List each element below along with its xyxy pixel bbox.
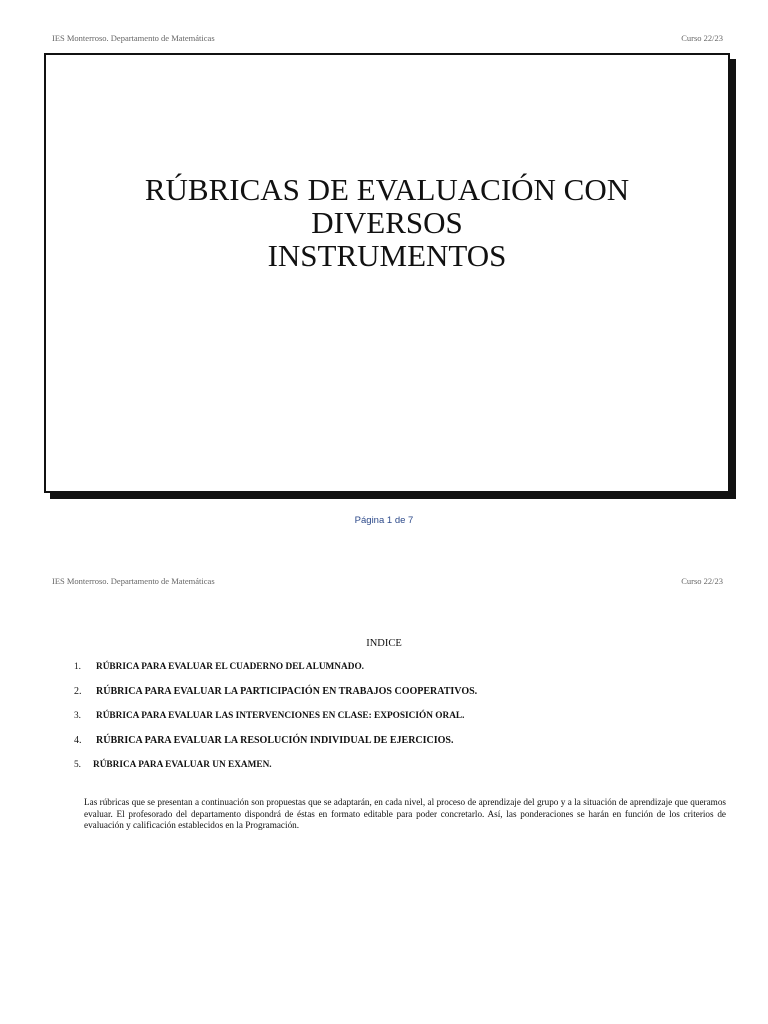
toc-item-4[interactable] [74, 735, 453, 746]
toc-item-number: 4. [74, 735, 82, 746]
page-number: Página 1 de 7 [354, 515, 414, 526]
page-header [52, 33, 723, 43]
toc-item-number: 1. [74, 662, 81, 672]
cover-box [44, 53, 730, 493]
header-course: Curso 22/23 [681, 33, 723, 43]
intro-paragraph: Las rúbricas que se presentan a continuación son propuestas que se adaptarán, en cada nivel, al proceso de aprendizaje del grupo y a la situación de aprendizaje que queramos evaluar. El profesorado del departamento dispondrá de éstas en formato editable para poder concretarlo. Así, las ponderaciones se harán en función de los criterios de evaluación y calificación establecidos en la Programación. [84, 797, 726, 831]
toc-item-text: RÚBRICA PARA EVALUAR EL CUADERNO DEL ALUMNADO. [96, 662, 365, 672]
cover-title-line-3: INSTRUMENTOS [267, 238, 507, 273]
toc-item-3[interactable] [74, 711, 464, 721]
toc-item-1[interactable] [74, 662, 364, 672]
header-course-2: Curso 22/23 [681, 576, 723, 586]
toc-item-5[interactable] [74, 760, 272, 770]
page-header-2 [52, 576, 723, 586]
cover-title-line-2: DIVERSOS [311, 205, 463, 240]
toc-item-text: RÚBRICA PARA EVALUAR LA RESOLUCIÓN INDIVIDUAL DE EJERCICIOS. [96, 735, 454, 746]
toc-item-number: 5. [74, 760, 81, 770]
toc-item-2[interactable] [74, 686, 477, 697]
toc-item-text: RÚBRICA PARA EVALUAR UN EXAMEN. [93, 760, 272, 770]
toc-item-text: RÚBRICA PARA EVALUAR LA PARTICIPACIÓN EN TRABAJOS COOPERATIVOS. [96, 686, 478, 697]
toc-item-text: RÚBRICA PARA EVALUAR LAS INTERVENCIONES EN CLASE: EXPOSICIÓN ORAL. [96, 711, 465, 721]
header-department: IES Monterroso. Departamento de Matemáticas [52, 33, 215, 43]
toc-item-number: 3. [74, 711, 81, 721]
cover-title [46, 173, 728, 272]
toc-item-number: 2. [74, 686, 82, 697]
index-title: INDICE [366, 638, 402, 649]
cover-title-line-1: RÚBRICAS DE EVALUACIÓN CON [144, 172, 630, 207]
header-department-2: IES Monterroso. Departamento de Matemáticas [52, 576, 215, 586]
